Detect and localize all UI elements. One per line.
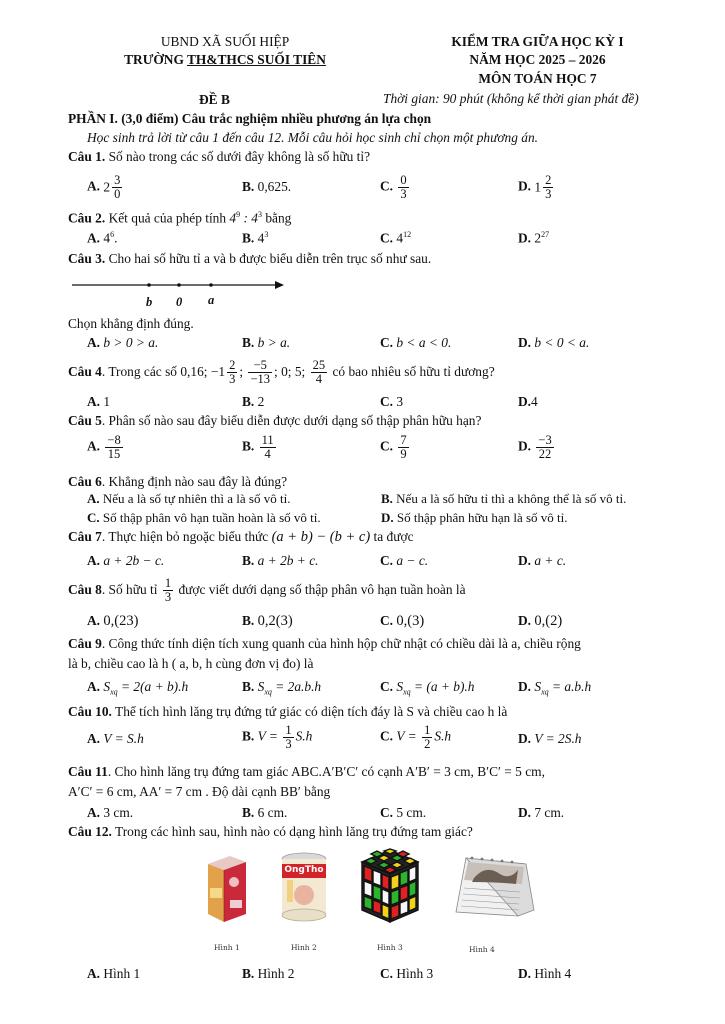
q7-expr: (a + b) − (b + c) bbox=[271, 529, 371, 545]
q6-d-value: Số thập phân hữu hạn là số vô tỉ. bbox=[393, 510, 568, 525]
q3-d-label: D. bbox=[518, 335, 532, 350]
q9-c-label: C. bbox=[380, 679, 394, 694]
q3-c-value: b < a < 0. bbox=[396, 335, 452, 350]
question-8 bbox=[68, 572, 466, 608]
q4-f3-num: 25 bbox=[312, 358, 326, 373]
q7-c-value: a − c. bbox=[396, 553, 429, 568]
axis-label-a: a bbox=[208, 293, 215, 307]
q3-option-a[interactable] bbox=[87, 335, 158, 351]
q4-sep1: ; bbox=[239, 364, 244, 379]
q8-c-value: 0,(3) bbox=[396, 613, 425, 629]
q5-text: . Phân số nào sau đây biểu diễn được dưới dạng số thập phân hữu hạn? bbox=[101, 413, 482, 428]
q2-label: Câu 2. bbox=[68, 210, 106, 226]
q10-c-num: 1 bbox=[424, 723, 431, 737]
school-name-prefix: TRƯỜNG bbox=[124, 52, 187, 67]
q4-option-c[interactable] bbox=[380, 394, 403, 410]
q1-b-value: 0,625. bbox=[257, 179, 292, 194]
q3-option-b[interactable] bbox=[242, 335, 290, 351]
q9-options bbox=[87, 679, 707, 701]
q9-c-pre: S bbox=[396, 679, 404, 694]
q1-options bbox=[87, 168, 707, 202]
milk-can-picture bbox=[279, 850, 329, 924]
q9-b-pre: S bbox=[257, 679, 265, 694]
q1-a-num: 3 bbox=[114, 173, 121, 187]
q10-b-pre: V = bbox=[257, 728, 282, 744]
q10-c-pre: V = bbox=[396, 728, 421, 744]
q9-a-pre: S bbox=[103, 679, 111, 694]
caption-hinh-3: Hình 3 bbox=[377, 943, 403, 952]
q1-option-a[interactable] bbox=[87, 174, 124, 201]
q4-c-value: 3 bbox=[396, 394, 404, 409]
q3-text: Cho hai số hữu tỉ a và b được biểu diễn trên trục số như sau. bbox=[105, 251, 432, 266]
q8-options bbox=[87, 613, 707, 635]
axis-label-0: 0 bbox=[176, 295, 183, 309]
q8-c-label: C. bbox=[380, 613, 394, 628]
exam-code: ĐỀ B bbox=[199, 92, 230, 107]
q12-a-value: Hình 1 bbox=[100, 966, 141, 981]
q5-label: Câu 5 bbox=[68, 413, 102, 428]
school-name bbox=[95, 52, 355, 68]
q10-option-c[interactable] bbox=[380, 724, 451, 751]
q1-a-label: A. bbox=[87, 178, 101, 194]
q3-a-label: A. bbox=[87, 335, 101, 350]
caption-hinh-4: Hình 4 bbox=[469, 945, 495, 954]
q8-option-c[interactable] bbox=[380, 613, 424, 630]
q10-d-label: D. bbox=[518, 731, 532, 746]
q3-option-c[interactable] bbox=[380, 335, 451, 351]
q4-option-d[interactable] bbox=[518, 394, 538, 410]
question-9-line2: là b, chiều cao là h ( a, b, h cùng đơn vị đo) là bbox=[68, 656, 314, 671]
q5-b-num: 11 bbox=[261, 433, 274, 447]
q4-sep2: ; 0; 5; bbox=[274, 364, 306, 379]
q4-option-a[interactable] bbox=[87, 394, 110, 410]
q5-d-den: 22 bbox=[538, 447, 552, 462]
q2-option-d[interactable] bbox=[518, 230, 549, 246]
q2-exp1: 9 bbox=[236, 210, 241, 219]
q9-d-pre: S bbox=[534, 679, 542, 694]
q5-c-num: 7 bbox=[400, 433, 407, 447]
q11-b-label: B. bbox=[242, 805, 255, 820]
q4-d-label: D. bbox=[518, 394, 532, 409]
q12-b-value: Hình 2 bbox=[254, 966, 295, 981]
q10-option-d[interactable] bbox=[518, 731, 582, 747]
q6-option-a[interactable] bbox=[87, 491, 290, 507]
exam-title: KIỂM TRA GIỮA HỌC KỲ I bbox=[451, 34, 624, 49]
q5-a-num: −8 bbox=[107, 433, 121, 447]
q12-d-label: D. bbox=[518, 966, 532, 981]
q12-a-label: A. bbox=[87, 966, 101, 981]
q6-d-label: D. bbox=[381, 510, 394, 525]
q3-b-label: B. bbox=[242, 335, 255, 350]
q7-d-label: D. bbox=[518, 553, 532, 568]
q2-b-label: B. bbox=[242, 230, 255, 246]
q9-text1: . Công thức tính diện tích xung quanh của hình hộp chữ nhật có chiều dài là a, chiều rộng bbox=[101, 636, 581, 651]
q7-option-c[interactable] bbox=[380, 553, 428, 569]
q4-f2-num: −5 bbox=[248, 359, 272, 373]
question-11-line2: A′C′ = 6 cm, AA′ = 7 cm . Độ dài cạnh BB′ bằng bbox=[68, 784, 331, 799]
q8-d-value: 0,(2) bbox=[534, 613, 563, 629]
q4-f2-den: −13 bbox=[250, 372, 271, 387]
q7-d-value: a + c. bbox=[534, 553, 567, 568]
q1-option-c[interactable] bbox=[380, 174, 411, 201]
q8-text-a: . Số hữu tỉ bbox=[101, 582, 161, 597]
q5-a-den: 15 bbox=[107, 447, 121, 462]
q11-option-d[interactable] bbox=[518, 805, 564, 821]
q11-option-a[interactable] bbox=[87, 805, 133, 821]
q4-text-a: . Trong các số 0,16; −1 bbox=[101, 364, 226, 379]
q4-a-value: 1 bbox=[103, 394, 111, 409]
q9-d-post: = a.b.h bbox=[548, 679, 592, 694]
question-3 bbox=[68, 251, 431, 267]
q2-b-base: 4 bbox=[257, 230, 265, 246]
question-2 bbox=[68, 210, 291, 226]
q7-a-label: A. bbox=[87, 553, 101, 568]
question-12 bbox=[68, 824, 473, 840]
q8-text-b: được viết dưới dạng số thập phân vô hạn tuần hoàn là bbox=[175, 582, 466, 597]
rubik-cube-picture bbox=[356, 848, 424, 924]
q2-c-label: C. bbox=[380, 230, 394, 246]
can-brand-label: OngTho bbox=[284, 865, 324, 875]
q12-label: Câu 12. bbox=[68, 824, 112, 839]
q6-option-d[interactable] bbox=[381, 510, 568, 526]
q4-f1-den: 3 bbox=[229, 372, 236, 387]
q9-a-label: A. bbox=[87, 679, 101, 694]
q9-b-label: B. bbox=[242, 679, 255, 694]
q12-option-b[interactable] bbox=[242, 966, 294, 982]
milk-carton-picture bbox=[200, 852, 254, 924]
q9-a-sub: xq bbox=[110, 687, 118, 697]
q8-b-label: B. bbox=[242, 613, 255, 628]
q11-text1: . Cho hình lăng trụ đứng tam giác ABC.A′B′C′ có cạnh A′B′ = 3 cm, B′C′ = 5 cm, bbox=[107, 764, 545, 779]
q9-b-sub: xq bbox=[264, 687, 272, 697]
q1-d-den: 3 bbox=[545, 187, 552, 202]
q4-text-b: có bao nhiêu số hữu tỉ dương? bbox=[329, 364, 495, 379]
q4-d-value: 4 bbox=[531, 394, 538, 409]
q4-f3-den: 4 bbox=[315, 372, 322, 387]
q10-b-num: 1 bbox=[285, 723, 292, 737]
q8-d-label: D. bbox=[518, 613, 532, 628]
q9-label: Câu 9 bbox=[68, 636, 102, 651]
q11-option-b[interactable] bbox=[242, 805, 287, 821]
question-5 bbox=[68, 413, 481, 429]
q3-label: Câu 3. bbox=[68, 251, 106, 266]
q6-a-label: A. bbox=[87, 491, 100, 506]
q9-option-d[interactable] bbox=[518, 679, 591, 697]
question-9 bbox=[68, 636, 581, 652]
q2-option-c[interactable] bbox=[380, 230, 411, 246]
q9-option-b[interactable] bbox=[242, 679, 321, 697]
q4-label: Câu 4 bbox=[68, 364, 102, 379]
subject: MÔN TOÁN HỌC 7 bbox=[478, 71, 597, 86]
q8-option-a[interactable] bbox=[87, 613, 138, 630]
q1-option-b[interactable] bbox=[242, 179, 291, 195]
q8-label: Câu 8 bbox=[68, 582, 102, 597]
q9-option-a[interactable] bbox=[87, 679, 188, 697]
caption-hinh-1: Hình 1 bbox=[214, 943, 240, 952]
part1-title: PHẦN I. (3,0 điểm) Câu trắc nghiệm nhiều phương án lựa chọn bbox=[68, 111, 432, 126]
question-1 bbox=[68, 149, 370, 165]
q8-a-value: 0,(23) bbox=[103, 613, 139, 629]
q5-c-label: C. bbox=[380, 438, 394, 454]
q11-a-value: 3 cm. bbox=[100, 805, 134, 820]
q2-a-base: 4 bbox=[103, 230, 111, 246]
q10-a-label: A. bbox=[87, 731, 101, 746]
q5-b-label: B. bbox=[242, 438, 255, 454]
q4-b-value: 2 bbox=[257, 394, 265, 409]
q5-d-label: D. bbox=[518, 438, 532, 454]
q2-option-b[interactable] bbox=[242, 230, 268, 246]
q8-f-num: 1 bbox=[164, 576, 172, 591]
q2-a-exp: 6 bbox=[110, 230, 115, 239]
q7-text-a: . Thực hiện bỏ ngoặc biểu thức bbox=[101, 529, 272, 544]
q10-d-value: V = 2S.h bbox=[534, 731, 582, 746]
q11-b-value: 6 cm. bbox=[254, 805, 288, 820]
q2-options bbox=[87, 230, 707, 252]
q5-options bbox=[87, 431, 707, 471]
q6-a-value: Nếu a là số tự nhiên thì a là số vô tỉ. bbox=[99, 491, 291, 506]
q3-d-value: b < 0 < a. bbox=[534, 335, 590, 350]
q10-text: Thể tích hình lăng trụ đứng tứ giác có diện tích đáy là S và chiều cao h là bbox=[111, 704, 508, 719]
q5-option-d[interactable] bbox=[518, 434, 556, 461]
q1-label: Câu 1. bbox=[68, 149, 106, 164]
q1-text: Số nào trong các số dưới đây không là số hữu tỉ? bbox=[105, 149, 371, 164]
q4-f1-num: 2 bbox=[229, 358, 236, 373]
school-year: NĂM HỌC 2025 – 2026 bbox=[469, 52, 606, 67]
q4-b-label: B. bbox=[242, 394, 255, 409]
q6-c-label: C. bbox=[87, 510, 100, 525]
q10-b-post: S.h bbox=[295, 728, 313, 744]
q9-c-post: = (a + b).h bbox=[410, 679, 475, 694]
q7-label: Câu 7 bbox=[68, 529, 102, 544]
q9-d-sub: xq bbox=[541, 687, 549, 697]
q3-c-label: C. bbox=[380, 335, 394, 350]
q1-a-whole: 2 bbox=[103, 179, 111, 195]
q9-b-post: = 2a.b.h bbox=[271, 679, 322, 694]
q10-c-label: C. bbox=[380, 728, 394, 744]
q5-c-den: 9 bbox=[400, 447, 407, 462]
q10-options bbox=[87, 722, 707, 760]
q2-exp2: 3 bbox=[257, 210, 262, 219]
q10-c-den: 2 bbox=[424, 737, 431, 752]
q10-b-label: B. bbox=[242, 728, 255, 744]
q7-option-d[interactable] bbox=[518, 553, 566, 569]
q3-prompt: Chọn khẳng định đúng. bbox=[68, 316, 194, 331]
q12-c-label: C. bbox=[380, 966, 394, 981]
q2-b-exp: 3 bbox=[264, 230, 269, 239]
q7-option-a[interactable] bbox=[87, 553, 164, 569]
part1-instruction: Học sinh trả lời từ câu 1 đến câu 12. Mỗi câu hỏi học sinh chỉ chọn một phương án. bbox=[87, 130, 539, 145]
q3-b-value: b > a. bbox=[257, 335, 291, 350]
q6-text: . Khẳng định nào sau đây là đúng? bbox=[101, 474, 288, 489]
q1-c-num: 0 bbox=[400, 173, 407, 187]
q12-text: Trong các hình sau, hình nào có dạng hình lăng trụ đứng tam giác? bbox=[111, 824, 473, 839]
q7-a-value: a + 2b − c. bbox=[103, 553, 165, 568]
q7-b-value: a + 2b + c. bbox=[257, 553, 319, 568]
q10-a-value: V = S.h bbox=[103, 731, 144, 746]
milk-can-shape bbox=[279, 850, 329, 924]
exam-duration: Thời gian: 90 phút (không kể thời gian phát đề) bbox=[383, 91, 639, 106]
q6-option-b[interactable] bbox=[381, 491, 626, 507]
q10-b-den: 3 bbox=[285, 737, 292, 752]
q12-options bbox=[87, 966, 707, 988]
q10-label: Câu 10. bbox=[68, 704, 112, 719]
q7-text-b: ta được bbox=[370, 529, 414, 544]
q1-c-label: C. bbox=[380, 178, 394, 194]
q12-option-d[interactable] bbox=[518, 966, 571, 982]
q7-c-label: C. bbox=[380, 553, 394, 568]
q8-option-b[interactable] bbox=[242, 613, 293, 630]
q5-a-label: A. bbox=[87, 438, 101, 454]
q2-a-label: A. bbox=[87, 230, 101, 246]
q1-d-label: D. bbox=[518, 178, 532, 194]
q8-b-value: 0,2(3) bbox=[257, 613, 293, 629]
q4-a-label: A. bbox=[87, 394, 101, 409]
q12-c-value: Hình 3 bbox=[393, 966, 434, 981]
q6-option-c[interactable] bbox=[87, 510, 321, 526]
q7-option-b[interactable] bbox=[242, 553, 318, 569]
q11-option-c[interactable] bbox=[380, 805, 426, 821]
q9-option-c[interactable] bbox=[380, 679, 474, 697]
q12-b-label: B. bbox=[242, 966, 255, 981]
q5-option-c[interactable] bbox=[380, 434, 411, 461]
q1-option-d[interactable] bbox=[518, 174, 555, 201]
q10-option-b[interactable] bbox=[242, 724, 312, 751]
q4-c-label: C. bbox=[380, 394, 394, 409]
q11-label: Câu 11 bbox=[68, 764, 108, 779]
question-7 bbox=[68, 529, 414, 546]
q7-b-label: B. bbox=[242, 553, 255, 568]
q11-d-value: 7 cm. bbox=[531, 805, 565, 820]
desk-calendar-picture bbox=[448, 852, 536, 922]
q2-d-exp: 27 bbox=[541, 230, 550, 239]
q1-b-label: B. bbox=[242, 179, 255, 194]
question-11 bbox=[68, 764, 545, 780]
q6-c-value: Số thập phân vô hạn tuần hoàn là số vô tỉ. bbox=[99, 510, 321, 525]
q11-c-label: C. bbox=[380, 805, 394, 820]
q6-label: Câu 6 bbox=[68, 474, 102, 489]
q12-option-c[interactable] bbox=[380, 966, 433, 982]
q3-a-value: b > 0 > a. bbox=[103, 335, 159, 350]
q3-option-d[interactable] bbox=[518, 335, 589, 351]
q8-f-den: 3 bbox=[164, 590, 172, 605]
q2-d-label: D. bbox=[518, 230, 532, 246]
q6-b-label: B. bbox=[381, 491, 393, 506]
q6-b-value: Nếu a là số hữu tỉ thì a không thể là số vô tỉ. bbox=[392, 491, 627, 506]
q9-c-sub: xq bbox=[403, 687, 411, 697]
q2-text-a: Kết quả của phép tính bbox=[105, 210, 230, 226]
q5-option-a[interactable] bbox=[87, 434, 125, 461]
q12-d-value: Hình 4 bbox=[531, 966, 572, 981]
q4-option-b[interactable] bbox=[242, 394, 264, 410]
question-6 bbox=[68, 474, 287, 490]
q2-text-b: bằng bbox=[261, 210, 292, 226]
q2-c-base: 4 bbox=[396, 230, 404, 246]
q12-option-a[interactable] bbox=[87, 966, 140, 982]
q9-a-post: = 2(a + b).h bbox=[117, 679, 189, 694]
q1-d-num: 2 bbox=[545, 173, 552, 187]
q8-a-label: A. bbox=[87, 613, 101, 628]
q2-option-a[interactable] bbox=[87, 230, 117, 246]
q5-option-b[interactable] bbox=[242, 434, 278, 461]
q2-a-tail: . bbox=[114, 230, 118, 246]
q10-c-post: S.h bbox=[434, 728, 452, 744]
question-10 bbox=[68, 704, 507, 720]
q2-expr-a: 4 bbox=[229, 210, 237, 226]
q1-c-den: 3 bbox=[400, 187, 407, 202]
q2-expr-b: : 4 bbox=[240, 210, 258, 226]
caption-hinh-2: Hình 2 bbox=[291, 943, 317, 952]
q5-d-num: −3 bbox=[538, 433, 552, 447]
school-authority: UBND XÃ SUỐI HIỆP bbox=[160, 34, 290, 49]
q11-d-label: D. bbox=[518, 805, 532, 820]
q9-d-label: D. bbox=[518, 679, 532, 694]
q11-a-label: A. bbox=[87, 805, 101, 820]
q8-option-d[interactable] bbox=[518, 613, 562, 630]
q2-c-exp: 12 bbox=[403, 230, 412, 239]
q1-d-whole: 1 bbox=[534, 179, 542, 195]
axis-label-b: b bbox=[146, 295, 153, 309]
q5-b-den: 4 bbox=[264, 447, 271, 462]
question-4 bbox=[68, 354, 495, 390]
q1-a-den: 0 bbox=[114, 187, 121, 202]
q2-d-base: 2 bbox=[534, 230, 542, 246]
school-name-main: TH&THCS SUỐI TIÊN bbox=[186, 52, 326, 67]
q11-c-value: 5 cm. bbox=[393, 805, 427, 820]
q10-option-a[interactable] bbox=[87, 731, 144, 747]
